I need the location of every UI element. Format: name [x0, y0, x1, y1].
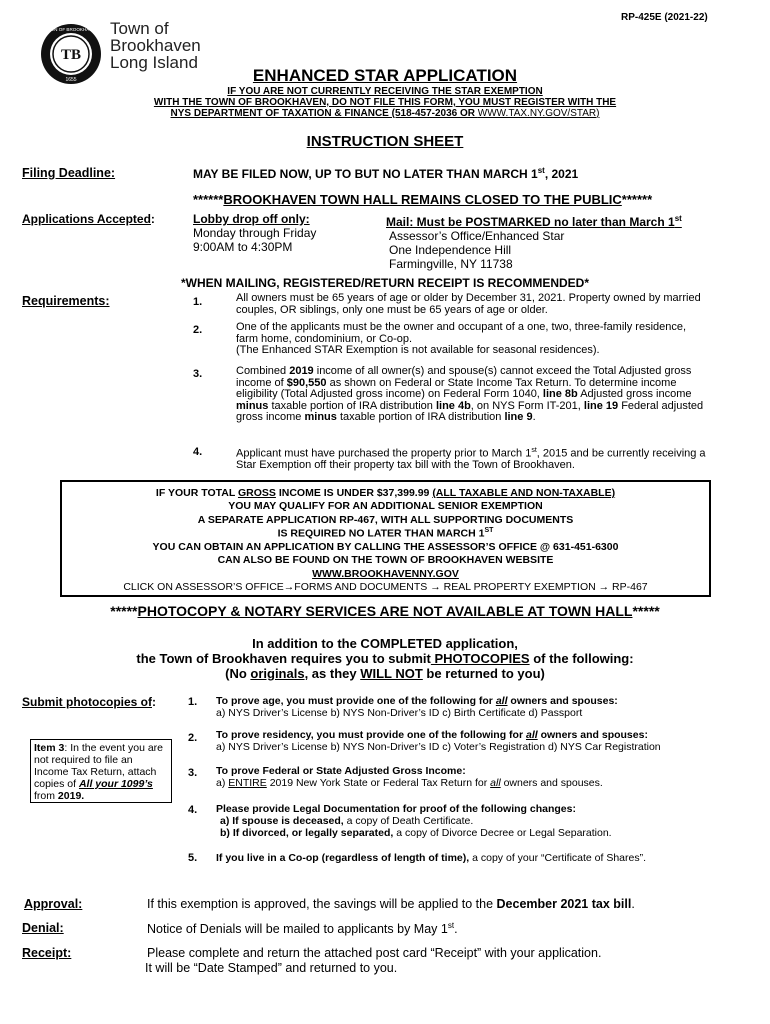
svg-text:TB: TB	[60, 47, 82, 63]
submit-item-1: To prove age, you must provide one of the following for all owners and spouses: a) NYS Driver’s License b) NYS Non-Driver’s ID c) Birth Certificate d) Passport	[216, 695, 618, 719]
item-number: 3.	[188, 767, 198, 779]
requirement-4: Applicant must have purchased the property prior to March 1st, 2015 and be currently receiving a Star Exemption off their property tax bill with the Town of Brookhaven.	[236, 447, 706, 472]
requirement-1: All owners must be 65 years of age or older by December 31, 2021. Property owned by married couples, OR siblings, only one must be 65 years of age or older.	[236, 292, 701, 316]
requirements-label: Requirements:	[22, 294, 110, 308]
requirement-number: 3.	[193, 368, 203, 380]
applications-accepted-label: Applications Accepted:	[22, 212, 155, 226]
submit-item-3: To prove Federal or State Adjusted Gross Income: a) ENTIRE 2019 New York State or Federal Tax Return for all owners and spouses.	[216, 765, 603, 789]
requirement-number: 2.	[193, 324, 203, 336]
header-line-2: WITH THE TOWN OF BROOKHAVEN, DO NOT FILE THIS FORM, YOU MUST REGISTER WITH THE	[153, 97, 617, 108]
requirement-3: Combined 2019 income of all owner(s) and spouse(s) cannot exceed the Total Adjusted gross income of $90,550 as shown on Federal or State Income Tax Return. To determine income eligibility (Total Adjusted gross income) on Federal Form 1040, line 8b Adjusted gross income minus taxable portion of IRA distribution line 4b, on NYS Form IT-201, line 19 Federal adjusted gross income minus taxable portion of IRA distribution line 9.	[236, 365, 704, 423]
website-navigation-path: CLICK ON ASSESSOR’S OFFICE→FORMS AND DOCUMENTS → REAL PROPERTY EXEMPTION → RP-467	[123, 581, 648, 593]
addition-line-1: In addition to the COMPLETED application,	[252, 636, 518, 651]
photocopy-notary-notice: *****PHOTOCOPY & NOTARY SERVICES ARE NOT AVAILABLE AT TOWN HALL*****	[110, 603, 660, 619]
addition-line-3: (No originals, as they WILL NOT be returned to you)	[225, 666, 545, 681]
submit-item-4: Please provide Legal Documentation for proof of the following changes: a) If spouse is deceased, a copy of Death Certificate. b) If divorced, or legally separated, a copy of Divorce Decree or Legal Separation.	[216, 803, 612, 839]
income-box-line: IF YOUR TOTAL GROSS INCOME IS UNDER $37,399.99 (ALL TAXABLE AND NON-TAXABLE)	[155, 487, 616, 499]
income-box-line: YOU CAN OBTAIN AN APPLICATION BY CALLING THE ASSESSOR’S OFFICE @ 631-451-6300	[152, 541, 619, 553]
header-line-1: IF YOU ARE NOT CURRENTLY RECEIVING THE STAR EXEMPTION	[227, 86, 543, 97]
page-title: ENHANCED STAR APPLICATION	[252, 66, 518, 85]
submit-item-2: To prove residency, you must provide one of the following for all owners and spouses: a) NYS Driver’s License b) NYS Non-Driver’s ID c) Voter’s Registration d) NYS Car Registration	[216, 729, 661, 753]
submit-photocopies-label: Submit photocopies of:	[22, 695, 156, 709]
requirement-number: 4.	[193, 446, 203, 458]
receipt-text: Please complete and return the attached post card “Receipt” with your application. It will be “Date Stamped” and returned to you.	[145, 946, 602, 975]
requirement-2: One of the applicants must be the owner and occupant of a one, two, three-family residence, farm home, condominium, or Co-op. (The Enhanced STAR Exemption is not available for seasonal residences).	[236, 321, 687, 356]
receipt-label: Receipt:	[22, 946, 72, 960]
addition-line-2: the Town of Brookhaven requires you to submit PHOTOCOPIES of the following:	[136, 651, 634, 666]
requirement-number: 1.	[193, 296, 203, 308]
header-line-3: NYS DEPARTMENT OF TAXATION & FINANCE (518-457-2036 OR WWW.TAX.NY.GOV/STAR)	[170, 108, 600, 119]
tax-website-link[interactable]: WWW.TAX.NY.GOV/STAR	[477, 108, 597, 119]
brookhaven-website-link[interactable]: WWW.BROOKHAVENNY.GOV	[312, 568, 459, 580]
svg-text:TOWN OF BROOKHAVEN: TOWN OF BROOKHAVEN	[43, 27, 99, 32]
senior-exemption-box	[60, 480, 711, 597]
lobby-dropoff-info: Lobby drop off only: Monday through Friday 9:00AM to 4:30PM	[193, 212, 317, 254]
approval-text: If this exemption is approved, the savings will be applied to the December 2021 tax bill.	[147, 897, 635, 911]
income-box-line: A SEPARATE APPLICATION RP-467, WITH ALL SUPPORTING DOCUMENTS	[197, 514, 574, 526]
denial-text: Notice of Denials will be mailed to applicants by May 1st.	[147, 921, 458, 937]
item-number: 4.	[188, 804, 198, 816]
filing-deadline-text: MAY BE FILED NOW, UP TO BUT NO LATER THAN MARCH 1st, 2021	[193, 166, 579, 181]
item-number: 1.	[188, 696, 198, 708]
income-box-line: IS REQUIRED NO LATER THAN MARCH 1ST	[277, 527, 494, 540]
mailing-recommendation: *WHEN MAILING, REGISTERED/RETURN RECEIPT IS RECOMMENDED*	[180, 276, 590, 290]
income-box-line: YOU MAY QUALIFY FOR AN ADDITIONAL SENIOR EXEMPTION	[228, 500, 543, 512]
mail-info: Mail: Must be POSTMARKED no later than March 1st Assessor’s Office/Enhanced Star One Independence Hill Farmingville, NY 11738	[386, 214, 682, 271]
instruction-sheet-title: INSTRUCTION SHEET	[306, 133, 464, 150]
town-name: Town of Brookhaven Long Island	[110, 19, 201, 72]
submit-item-5: If you live in a Co-op (regardless of length of time), a copy of your “Certificate of Shares”.	[216, 852, 647, 864]
item-3-note: Item 3: In the event you are not required to file an Income Tax Return, attach copies of All your 1099’s from 2019.	[30, 739, 172, 803]
filing-deadline-label: Filing Deadline:	[22, 166, 116, 180]
item-number: 2.	[188, 732, 198, 744]
town-hall-closed-notice: ******BROOKHAVEN TOWN HALL REMAINS CLOSED TO THE PUBLIC******	[193, 192, 653, 207]
denial-label: Denial:	[22, 921, 64, 935]
svg-text:1655: 1655	[65, 77, 77, 83]
approval-label: Approval:	[24, 897, 83, 911]
income-box-line: CAN ALSO BE FOUND ON THE TOWN OF BROOKHAVEN WEBSITE	[217, 554, 554, 566]
item-number: 5.	[188, 852, 198, 864]
form-id: RP-425E (2021-22)	[621, 12, 708, 23]
